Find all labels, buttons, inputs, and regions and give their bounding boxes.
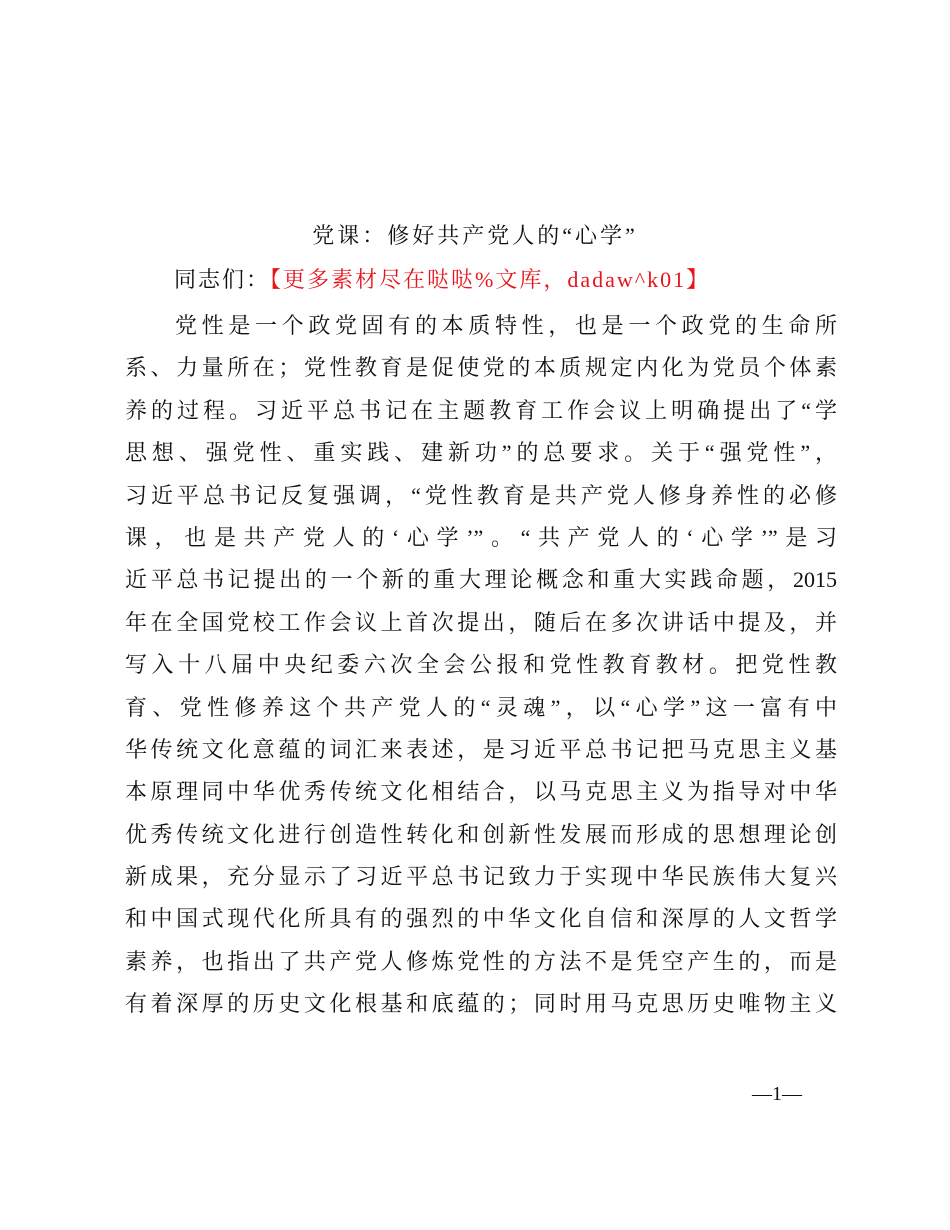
paragraph-line: 近平总书记提出的一个新的重大理论概念和重大实践命题，2015 [125,567,837,593]
paragraph-line: 思想、强党性、重实践、建新功”的总要求。关于“强党性”， [125,440,837,466]
paragraph-line: 系、力量所在；党性教育是促使党的本质规定内化为党员个体素 [125,355,837,381]
paragraph-line: 素养，也指出了共产党人修炼党性的方法不是凭空产生的，而是 [125,948,837,974]
paragraph-line: 华传统文化意蕴的词汇来表述，是习近平总书记把马克思主义基 [125,736,837,762]
salutation: 同志们： [174,267,271,292]
paragraph-line: 习近平总书记反复强调，“党性教育是共产党人修身养性的必修 [125,482,837,508]
paragraph-line: 育、党性修养这个共产党人的“灵魂”，以“心学”这一富有中 [125,694,837,720]
paragraph-line: 有着深厚的历史文化根基和底蕴的；同时用马克思历史唯物主义 [125,991,837,1017]
document-title: 党课：修好共产党人的“心学” [312,223,638,248]
paragraph-line: 党性是一个政党固有的本质特性，也是一个政党的生命所 [175,313,837,338]
greeting-line [174,264,710,296]
promo-notice: 【更多素材尽在哒哒%文库，dadaw^k01】 [270,267,711,292]
paragraph-line: 和中国式现代化所具有的强烈的中华文化自信和深厚的人文哲学 [125,906,837,932]
paragraph-line: 写入十八届中央纪委六次全会公报和党性教育教材。把党性教 [125,652,837,678]
paragraph-line: 本原理同中华优秀传统文化相结合，以马克思主义为指导对中华 [125,779,837,805]
paragraph-line: 养的过程。习近平总书记在主题教育工作会议上明确提出了“学 [125,397,837,423]
paragraph-line: 课，也是共产党人的‘心学’”。“共产党人的‘心学’”是习 [125,524,837,550]
paragraph-line: 新成果，充分显示了习近平总书记致力于实现中华民族伟大复兴 [125,864,837,890]
body-text [125,308,837,1029]
paragraph-line: 优秀传统文化进行创造性转化和创新性发展而形成的思想理论创 [125,821,837,847]
paragraph-line: 年在全国党校工作会议上首次提出，随后在多次讲话中提及，并 [125,609,837,635]
page-number: —1— [752,1083,802,1105]
